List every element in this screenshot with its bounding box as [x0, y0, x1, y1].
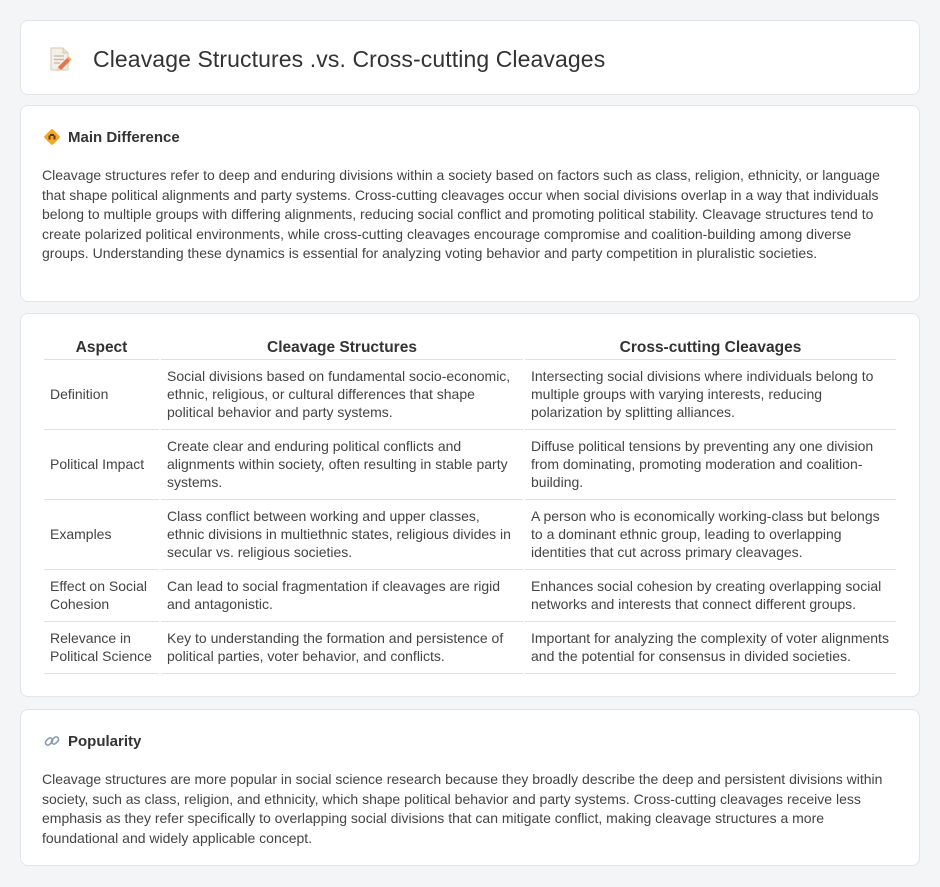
aspect-cell: Effect on Social Cohesion — [44, 570, 159, 622]
table-row — [44, 570, 896, 622]
cross-cell: Important for analyzing the complexity of voter alignments and the potential for consensus in divided societies. — [525, 622, 896, 674]
diamond-sign-icon — [43, 128, 61, 146]
cleavage-cell: Social divisions based on fundamental socio-economic, ethnic, religious, or cultural differences that shape political behavior and party systems. — [161, 360, 523, 430]
cleavage-cell: Class conflict between working and upper classes, ethnic divisions in multiethnic states, religious divides in secular vs. religious societies. — [161, 500, 523, 570]
cross-cell: Enhances social cohesion by creating overlapping social networks and interests that connect different groups. — [525, 570, 896, 622]
main-difference-card — [20, 105, 920, 302]
table-row — [44, 500, 896, 570]
title-card — [20, 20, 920, 95]
table-row — [44, 622, 896, 674]
table-header-row — [44, 334, 896, 360]
main-difference-title: Main Difference — [68, 128, 180, 146]
popularity-title: Popularity — [68, 732, 142, 750]
popularity-header — [43, 732, 141, 750]
table-row — [44, 430, 896, 500]
cross-cell: Intersecting social divisions where individuals belong to multiple groups with varying interests, reducing polarization by splitting alliances. — [525, 360, 896, 430]
page-title: Cleavage Structures .vs. Cross-cutting Cleavages — [93, 45, 606, 72]
aspect-cell: Definition — [44, 360, 159, 430]
header-cleavage-structures: Cleavage Structures — [161, 334, 523, 360]
cleavage-cell: Key to understanding the formation and persistence of political parties, voter behavior, and conflicts. — [161, 622, 523, 674]
aspect-cell: Examples — [44, 500, 159, 570]
cross-cell: Diffuse political tensions by preventing any one division from dominating, promoting moderation and coalition-building. — [525, 430, 896, 500]
aspect-cell: Political Impact — [44, 430, 159, 500]
main-difference-text: Cleavage structures refer to deep and enduring divisions within a society based on factors such as class, religion, ethnicity, or language that shape political alignments and party systems. Cross-cutting cleavages occur when social divisions overlap in a way that individuals belong to multiple groups with differing alignments, reducing social conflict and promoting political stability. Cleavage structures tend to create polarized political environments, while cross-cutting cleavages encourage compromise and coalition-building among diverse groups. Understanding these dynamics is essential for analyzing voting behavior and party competition in pluralistic societies. — [42, 167, 880, 261]
header-aspect: Aspect — [44, 334, 159, 360]
comparison-table — [42, 334, 898, 674]
link-icon — [43, 732, 61, 750]
cleavage-cell: Create clear and enduring political conflicts and alignments within society, often resulting in stable party systems. — [161, 430, 523, 500]
popularity-text: Cleavage structures are more popular in social science research because they broadly describe the deep and persistent divisions within society, such as class, religion, and ethnicity, which shape political behavior and party systems. Cross-cutting cleavages receive less emphasis as they refer specifically to overlapping social divisions that can mitigate conflict, making cleavage structures a more foundational and widely applicable concept. — [42, 771, 883, 846]
cross-cell: A person who is economically working-class but belongs to a dominant ethnic group, leading to overlapping identities that cut across primary cleavages. — [525, 500, 896, 570]
comparison-card — [20, 313, 920, 697]
table-row — [44, 360, 896, 430]
popularity-card — [20, 709, 920, 866]
title-row — [47, 45, 605, 73]
aspect-cell: Relevance in Political Science — [44, 622, 159, 674]
main-difference-header — [43, 128, 180, 146]
cleavage-cell: Can lead to social fragmentation if cleavages are rigid and antagonistic. — [161, 570, 523, 622]
header-cross-cutting: Cross-cutting Cleavages — [525, 334, 896, 360]
document-pencil-icon — [47, 45, 73, 73]
